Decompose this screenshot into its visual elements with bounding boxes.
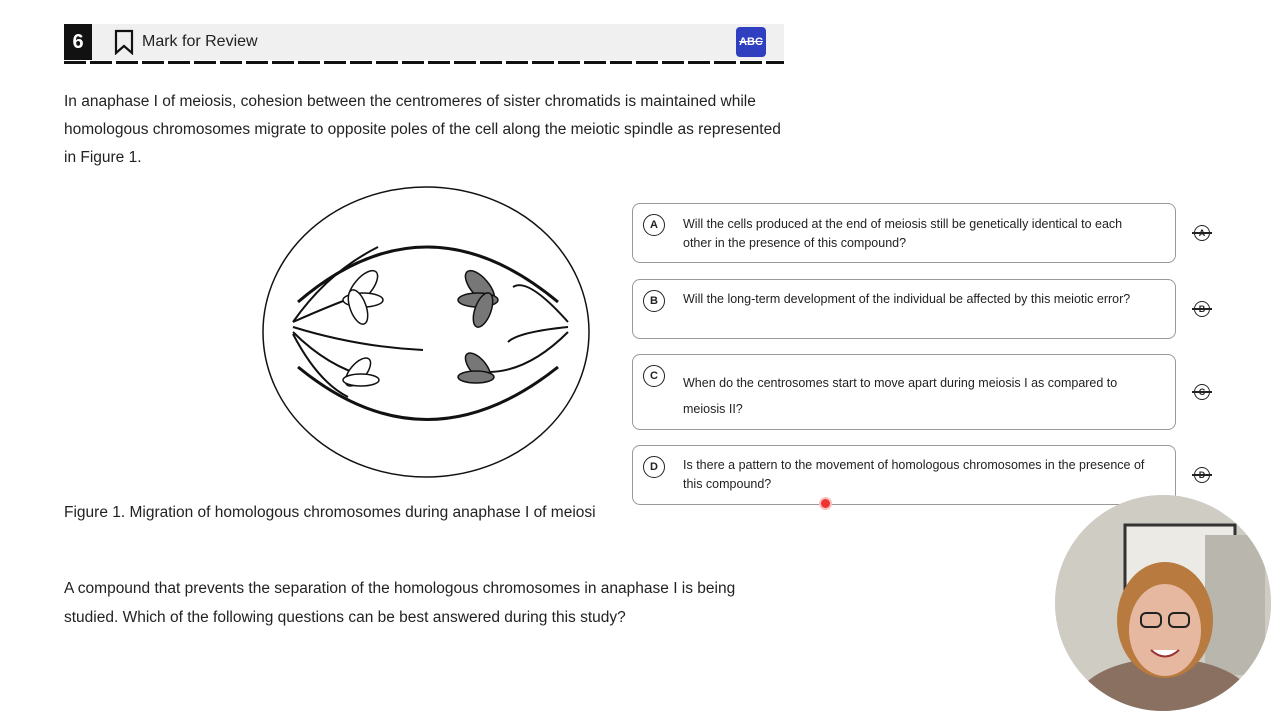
mark-for-review-button[interactable]: [114, 24, 258, 60]
choice-text: Will the long-term development of the individual be affected by this meiotic error?: [683, 292, 1131, 306]
choice-text: Is there a pattern to the movement of homologous chromosomes in the presence of this compound?: [683, 458, 1145, 491]
eliminate-a-button[interactable]: [1192, 223, 1212, 243]
mouse-cursor-indicator: [821, 499, 830, 508]
question-text: A compound that prevents the separation of the homologous chromosomes in anaphase I is being studied. Which of the following questions can be best answered during this study?: [64, 580, 736, 626]
choice-letter: A: [643, 214, 665, 236]
figure-caption: Figure 1. Migration of homologous chromosomes during anaphase I of meiosi: [64, 504, 596, 521]
eliminate-b-button[interactable]: [1192, 299, 1212, 319]
mark-for-review-label: Mark for Review: [142, 33, 258, 50]
webcam-overlay: [1055, 495, 1271, 711]
choice-a[interactable]: [632, 203, 1176, 263]
question-stem: In anaphase I of meiosis, cohesion between the centromeres of sister chromatids is maintained while homologous chromosomes migrate to opposite poles of the cell along the meiotic spindle as represented in Figure 1.: [64, 93, 781, 166]
answer-eliminator-button[interactable]: ABC: [736, 27, 766, 57]
question-number: 6: [64, 24, 92, 60]
choice-letter: C: [643, 365, 665, 387]
question-header: [64, 24, 784, 60]
figure-1-anaphase-diagram: [258, 182, 594, 482]
choice-b[interactable]: [632, 279, 1176, 339]
choice-text: When do the centrosomes start to move apart during meiosis I as compared to meiosis II?: [683, 376, 1118, 416]
eliminate-d-button[interactable]: [1192, 465, 1212, 485]
choice-letter: D: [643, 456, 665, 478]
eliminate-c-button[interactable]: [1192, 382, 1212, 402]
choice-d[interactable]: [632, 445, 1176, 505]
choice-letter: B: [643, 290, 665, 312]
choice-c[interactable]: [632, 354, 1176, 430]
choice-text: Will the cells produced at the end of meiosis still be genetically identical to each other in the presence of this compound?: [683, 217, 1123, 250]
header-divider: [64, 61, 784, 64]
presenter-video: [1055, 495, 1271, 711]
bookmark-icon: [114, 29, 134, 55]
